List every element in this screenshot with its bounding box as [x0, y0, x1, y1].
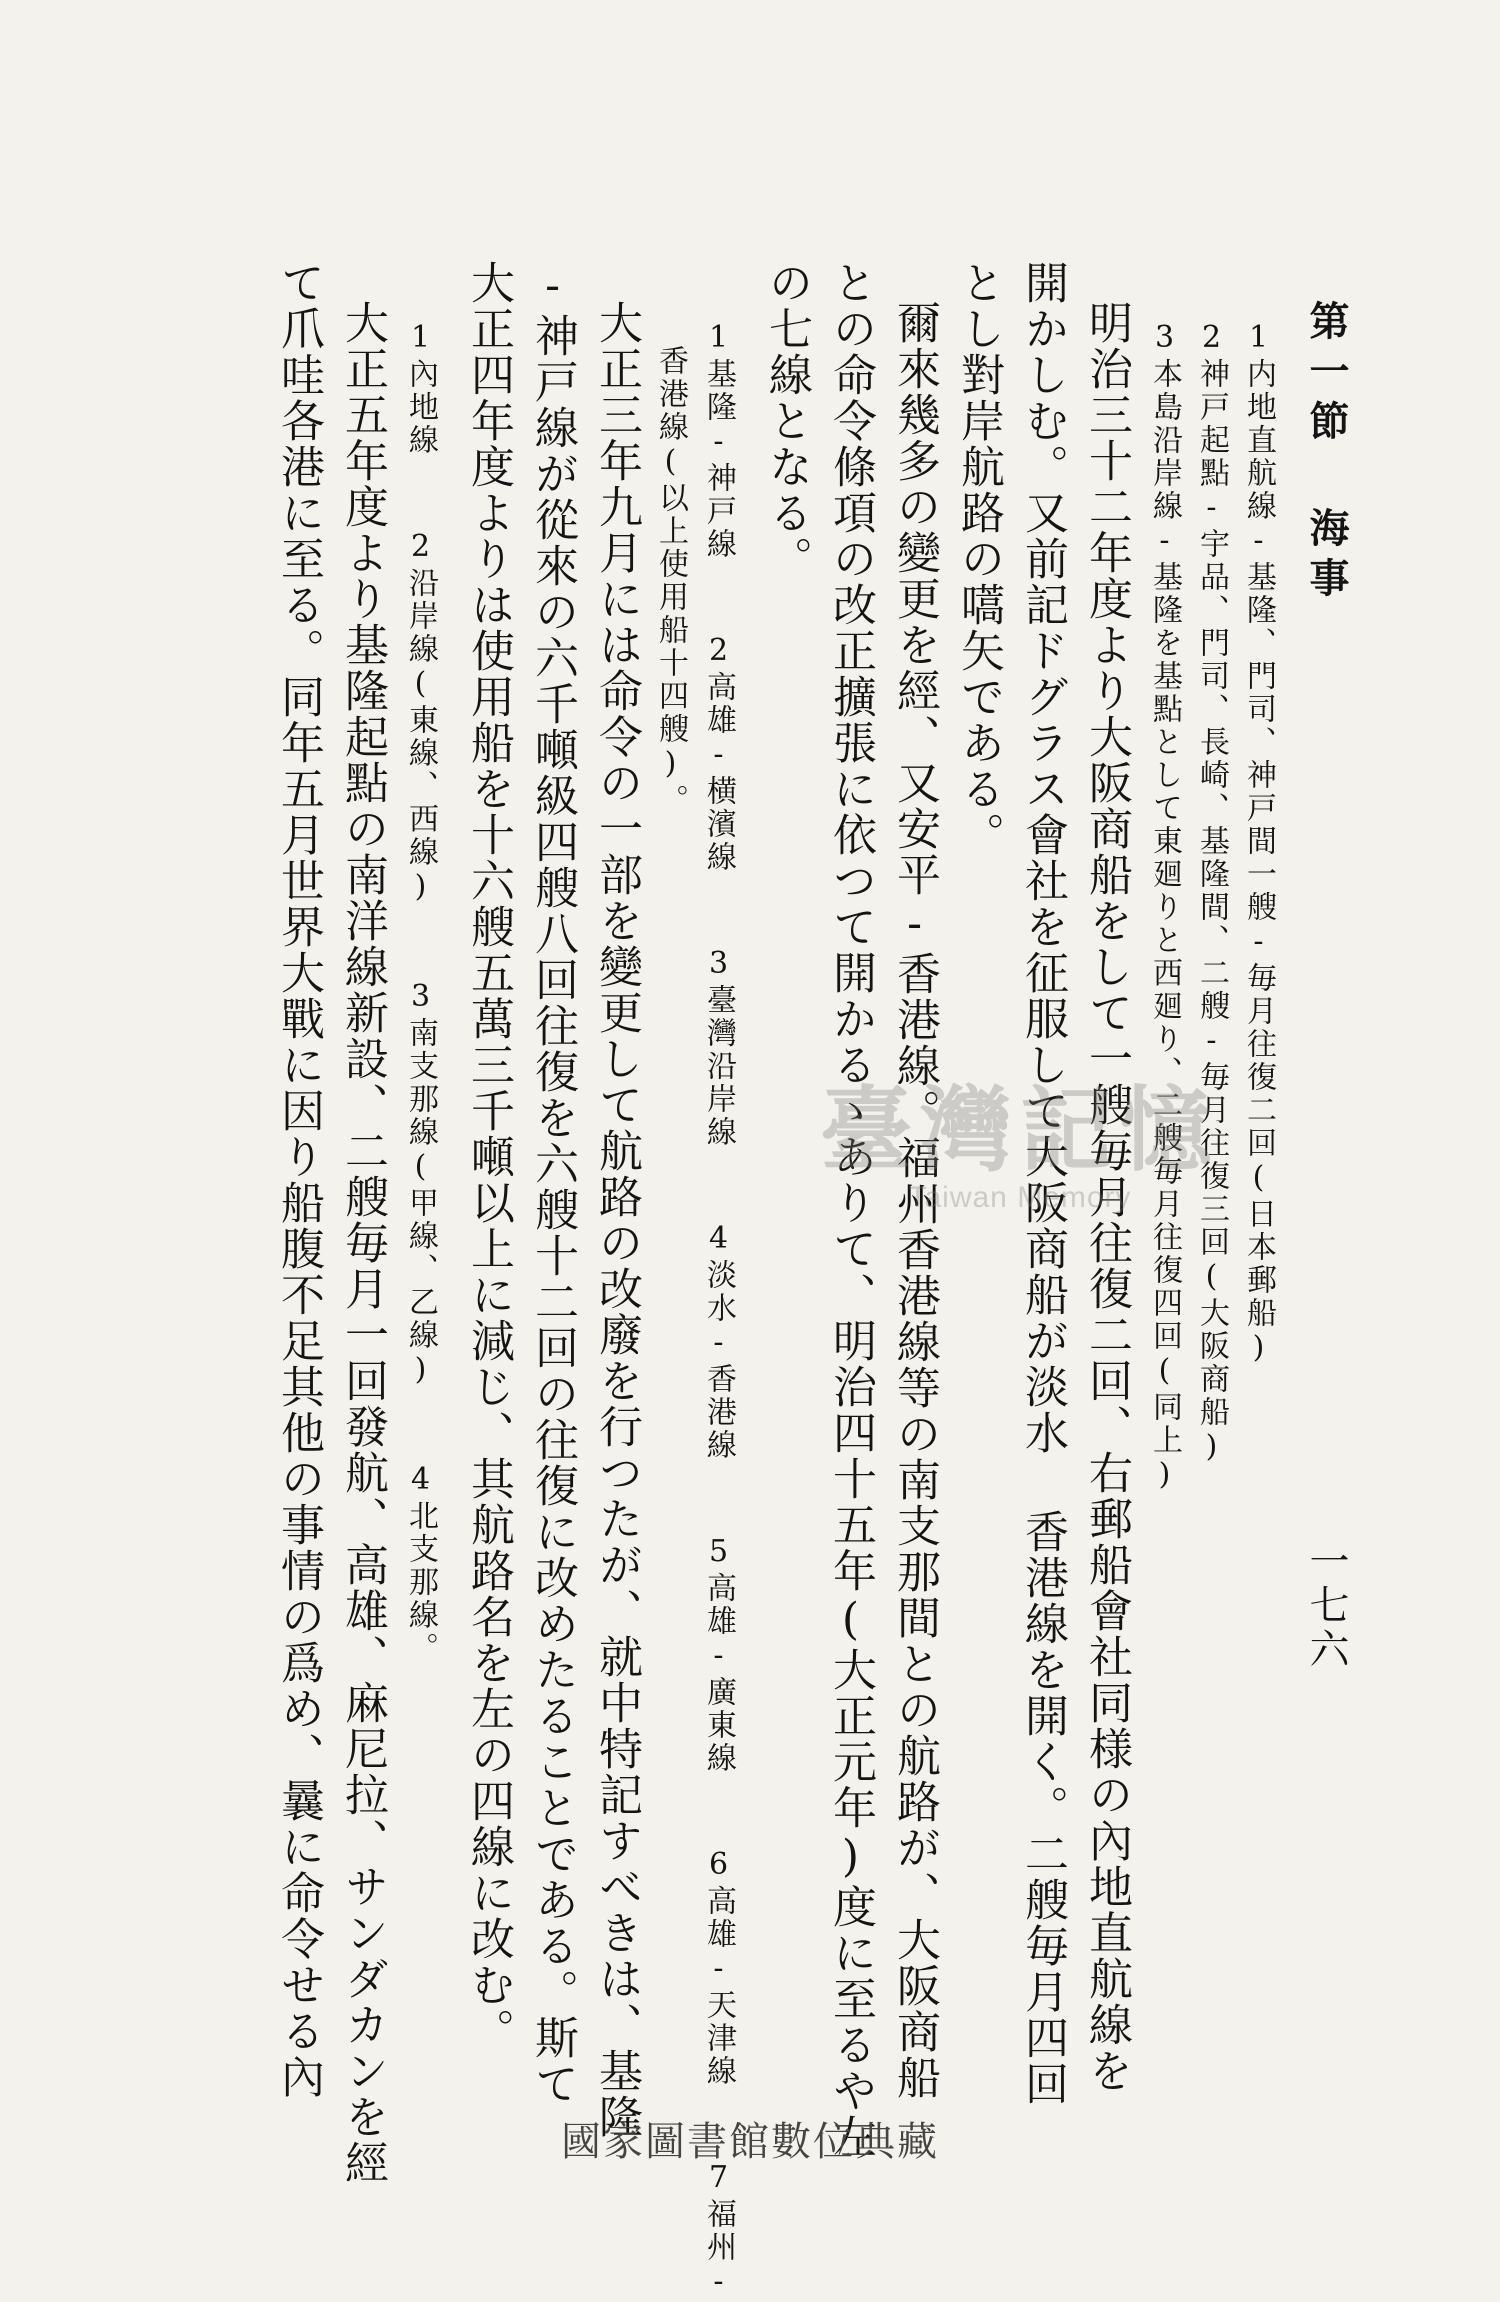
- route-item: 7福州-: [701, 2160, 736, 2302]
- route-list-1915: [398, 320, 442, 1665]
- paragraph-line: の七線となる。: [761, 260, 812, 582]
- route-item: 5高雄-廣東線: [701, 1534, 736, 1775]
- paragraph-line: 開かしむ。又前記ドグラス會社を征服して大阪商船が淡水 香港線を開く。二艘毎月四回: [1017, 260, 1068, 2107]
- paragraph-line: 大正五年度より基隆起點の南洋線新設、二艘毎月一回發航、高雄、麻尼拉、サンダカンを經: [337, 300, 388, 2186]
- paragraph-line: 明治三十二年度より大阪商船をして一艘毎月往復二回、右郵船會社同様の內地直航線を: [1081, 300, 1132, 2094]
- route-item: 4北支那線。: [403, 1462, 438, 1665]
- route-list-1912: [696, 320, 740, 2302]
- route-item: 2神戸起點-宇品、門司、長崎、基隆間、二艘-毎月往復三回(大阪商船): [1194, 320, 1229, 1467]
- paragraph-line: 大正四年度よりは使用船を十六艘五萬三千噸以上に減じ、其航路名を左の四線に改む。: [463, 260, 514, 2054]
- route-item: 香港線(以上使用船十四艘)。: [653, 345, 688, 817]
- route-item: 1基隆-神戸線: [701, 320, 736, 561]
- paragraph-line: 爾來幾多の變更を經、又安平-香港線。福州香港線等の南支那間との航路が、大阪商船: [889, 300, 940, 2101]
- paragraph-line: との命令條項の改正擴張に依つて開かるゝありて、明治四十五年(大正元年)度に至るや左: [825, 260, 876, 2160]
- paragraph-line: 大正三年九月には命令の一部を變更して航路の改廢を行つたが、就中特記すべきは、基隆: [591, 300, 642, 2140]
- page-number: 一七六: [1303, 1540, 1349, 1672]
- taiwan-memory-watermark: [740, 1076, 1300, 1280]
- watermark-logo-subtext: Taiwan Memory: [908, 1181, 1132, 1215]
- route-item: 2沿岸線(東線、西線): [403, 529, 438, 907]
- route-item: 4淡水-香港線: [701, 1221, 736, 1462]
- route-item: 3南支那線(甲線、乙線): [403, 979, 438, 1390]
- paragraph-line: て爪哇各港に至る。同年五月世界大戰に因り船腹不足其他の事情の爲め、曩に命令せる內: [273, 260, 324, 2100]
- route-item: 3本島沿岸線-基隆を基點として東廻りと西廻り、二艘毎月往復四回(同上): [1147, 320, 1182, 1495]
- route-item: 6高雄-天津線: [701, 1847, 736, 2088]
- route-item: 3臺灣沿岸線: [701, 946, 736, 1149]
- paragraph-line: とし對岸航路の嚆矢である。: [953, 260, 1004, 858]
- watermark-logo-text: 臺灣記憶: [819, 1076, 1220, 1184]
- route-item: 1内地直航線-基隆、門司、神戸間一艘-毎月往復二回(日本郵船): [1241, 320, 1276, 1368]
- route-item: 2高雄-横濱線: [701, 633, 736, 874]
- route-item: 1內地線: [403, 320, 438, 457]
- collection-footer: 國家圖書館數位典藏: [561, 2119, 939, 2165]
- section-title: 第一節 海事: [1303, 300, 1350, 607]
- paragraph-line: -神戸線が從來の六千噸級四艘八回往復を六艘十二回の往復に改めたることである。斯て: [527, 260, 578, 2107]
